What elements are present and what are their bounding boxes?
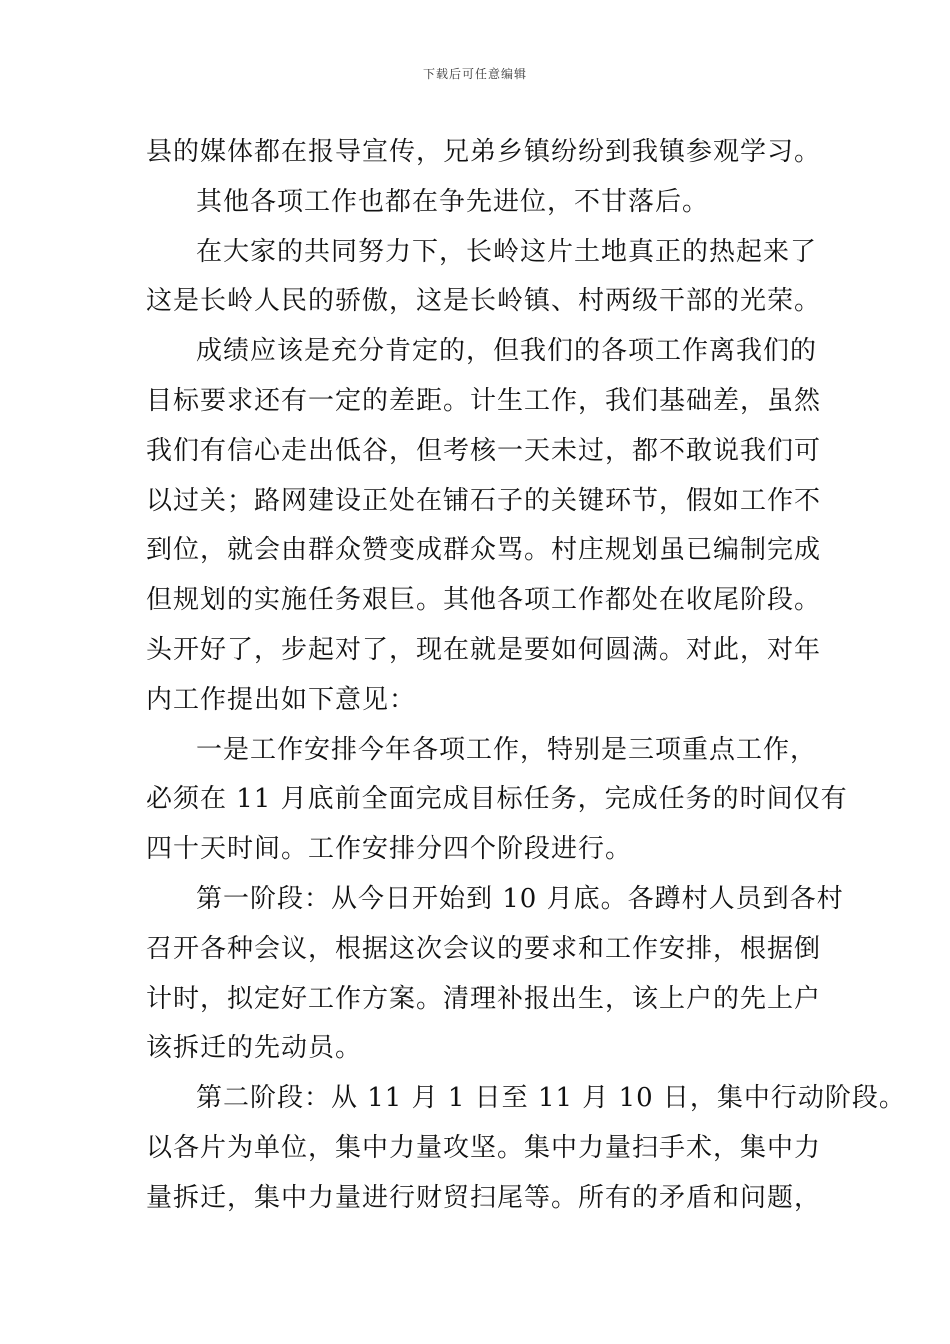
text-line: 以各片为单位，集中力量攻坚。集中力量扫手术，集中力	[146, 1132, 822, 1163]
text-line: 目标要求还有一定的差距。计生工作，我们基础差，虽然	[146, 385, 822, 416]
text-line: 其他各项工作也都在争先进位，不甘落后。	[196, 186, 710, 217]
text-line: 头开好了，步起对了，现在就是要如何圆满。对此，对年	[146, 634, 822, 665]
document-body	[146, 128, 906, 1224]
text-line: 内工作提出如下意见：	[146, 684, 417, 715]
text-line: 我们有信心走出低谷，但考核一天未过，都不敢说我们可	[146, 435, 822, 466]
text-line: 计时，拟定好工作方案。清理补报出生，该上户的先上户	[146, 983, 822, 1014]
text-line: 必须在 11 月底前全面完成目标任务，完成任务的时间仅有	[146, 784, 848, 815]
text-line: 这是长岭人民的骄傲，这是长岭镇、村两级干部的光荣。	[146, 286, 822, 317]
text-line: 该拆迁的先动员。	[146, 1033, 363, 1064]
text-line: 量拆迁，集中力量进行财贸扫尾等。所有的矛盾和问题，	[146, 1182, 822, 1213]
text-line: 县的媒体都在报导宣传，兄弟乡镇纷纷到我镇参观学习。	[146, 137, 822, 167]
page-header: 下载后可任意编辑	[422, 67, 527, 81]
text-line: 成绩应该是充分肯定的，但我们的各项工作离我们的	[196, 336, 818, 367]
text-line: 第二阶段：从 11 月 1 日至 11 月 10 日，集中行动阶段。	[196, 1083, 906, 1114]
text-line: 在大家的共同努力下，长岭这片土地真正的热起来了	[196, 236, 818, 267]
text-line: 以过关；路网建设正处在铺石子的关键环节，假如工作不	[146, 485, 822, 516]
text-line: 但规划的实施任务艰巨。其他各项工作都处在收尾阶段。	[146, 585, 822, 616]
text-line: 四十天时间。工作安排分四个阶段进行。	[146, 834, 633, 865]
text-line: 第一阶段：从今日开始到 10 月底。各蹲村人员到各村	[196, 883, 844, 914]
text-line: 到位，就会由群众赞变成群众骂。村庄规划虽已编制完成	[146, 535, 822, 566]
text-line: 召开各种会议，根据这次会议的要求和工作安排，根据倒	[146, 933, 822, 964]
text-line: 一是工作安排今年各项工作，特别是三项重点工作，	[196, 734, 818, 765]
